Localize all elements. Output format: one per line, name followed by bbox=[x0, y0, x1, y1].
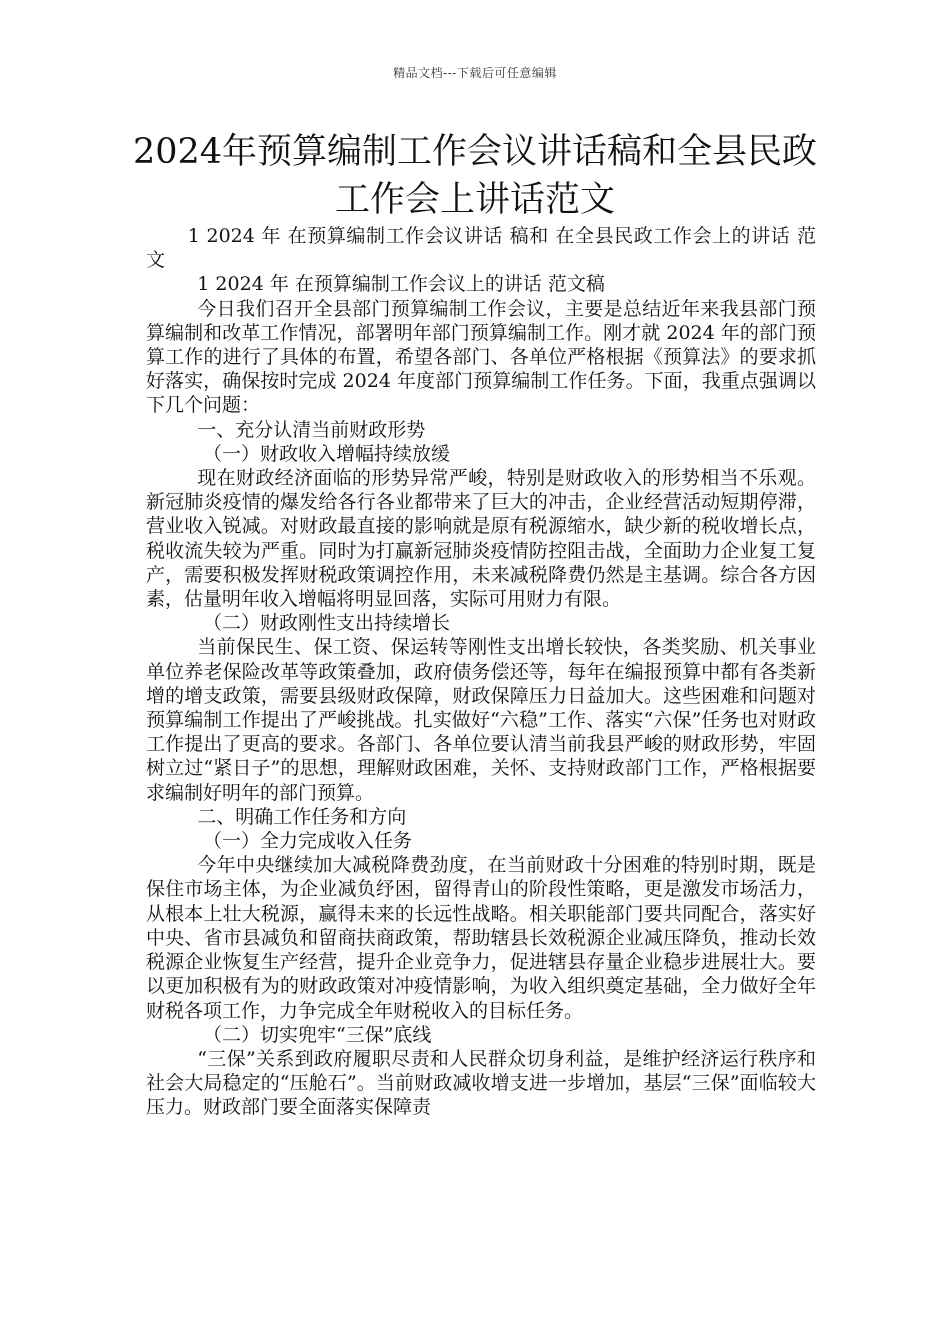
sub-heading: （二）切实兜牢“三保”底线 bbox=[203, 1023, 432, 1046]
sub-heading: （一）全力完成收入任务 bbox=[203, 830, 413, 853]
subtitle-paragraph: 1 2024 年 在预算编制工作会议讲话 稿和 在全县民政工作会上的讲话 范文 bbox=[146, 225, 816, 272]
sub-heading: （一）财政收入增幅持续放缓 bbox=[203, 442, 451, 465]
header-note: 精品文档---下载后可任意编辑 bbox=[393, 66, 557, 80]
paragraph: “三保”关系到政府履职尽责和人民群众切身利益，是维护经济运行秩序和社会大局稳定的“压舱石”。当前财政减收增支进一步增加，基层“三保”面临较大压力。财政部门要全面落实保障责 bbox=[146, 1047, 816, 1119]
paragraph: 二、明确工作任务和方向 bbox=[197, 805, 407, 828]
paragraph: 现在财政经济面临的形势异常严峻，特别是财政收入的形势相当不乐观。新冠肺炎疫情的爆发给各行各业都带来了巨大的冲击，企业经营活动短期停滞，营业收入锐减。对财政最直接的影响就是原有税源缩水，缺少新的税收增长点，税收流失较为严重。同时为打赢新冠肺炎疫情防控阻击战，全面助力企业复工复产，需要积极发挥财税政策调控作用，未来减税降费仍然是主基调。综合各方因素，估量明年收入增幅将明显回落，实际可用财力有限。 bbox=[146, 467, 816, 611]
paragraph: 1 2024 年 在预算编制工作会议上的讲话 范文稿 bbox=[197, 273, 605, 296]
document-body bbox=[146, 224, 816, 1120]
paragraph: 一、充分认清当前财政形势 bbox=[197, 418, 426, 441]
paragraph: 当前保民生、保工资、保运转等刚性支出增长较快，各类奖励、机关事业单位养老保险改革等政策叠加，政府债务偿还等，每年在编报预算中都有各类新增的增支政策，需要县级财政保障，财政保障压力日益加大。这些困难和问题对预算编制工作提出了严峻挑战。扎实做好“六稳”工作、落实“六保”任务也对财政工作提出了更高的要求。各部门、各单位要认清当前我县严峻的财政形势，牢固树立过“紧日子”的思想，理解财政困难，关怀、支持财政部门工作，严格根据要求编制好明年的部门预算。 bbox=[146, 636, 816, 804]
paragraph: 今日我们召开全县部门预算编制工作会议，主要是总结近年来我县部门预算编制和改革工作情况，部署明年部门预算编制工作。刚才就 2024 年的部门预算工作的进行了具体的布置，希望各部门、各单位严格根据《预算法》的要求抓好落实，确保按时完成 2024 年度部门预算编制工作任务。下面，我重点强调以下几个问题： bbox=[146, 297, 816, 417]
document-title: 2024年预算编制工作会议讲话稿和全县民政工作会上讲话范文 bbox=[132, 132, 818, 220]
sub-heading: （二）财政刚性支出持续增长 bbox=[203, 612, 451, 635]
paragraph: 今年中央继续加大减税降费劲度，在当前财政十分困难的特别时期，既是保住市场主体，为企业减负纾困，留得青山的阶段性策略，更是激发市场活力，从根本上壮大税源，赢得未来的长远性战略。相关职能部门要共同配合，落实好中央、省市县减负和留商扶商政策，帮助辖县长效税源企业减压降负，推动长效税源企业恢复生产经营，提升企业竞争力，促进辖县存量企业稳步进展壮大。要以更加积极有为的财政政策对冲疫情影响，为收入组织奠定基础，全力做好全年财税各项工作，力争完成全年财税收入的目标任务。 bbox=[146, 854, 816, 1022]
